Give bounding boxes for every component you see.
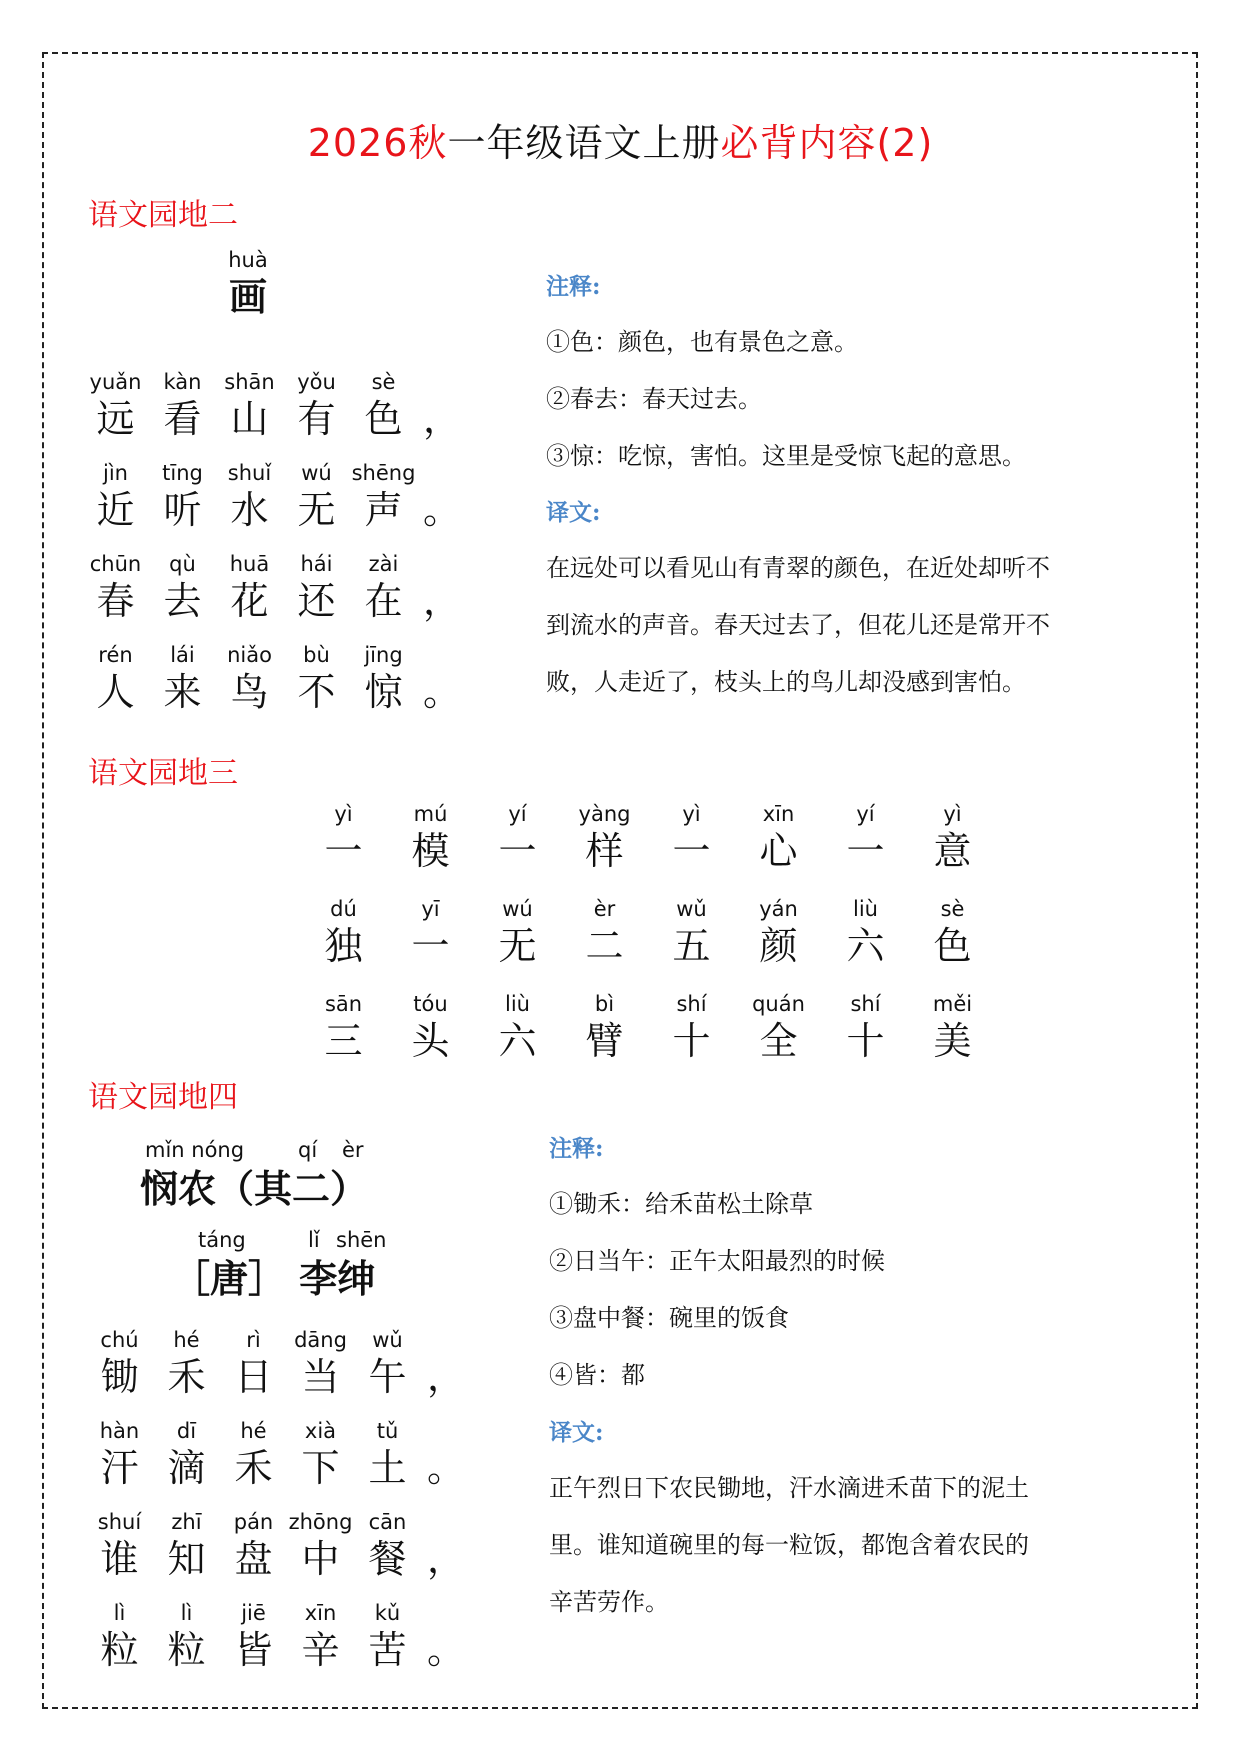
translation-line: 里。谁知道碗里的每一粒饭，都饱含着农民的 bbox=[549, 1531, 1029, 1559]
poem-author bbox=[172, 1228, 412, 1308]
pinyin: sān bbox=[324, 992, 363, 1016]
idiom-char bbox=[909, 800, 996, 874]
page-title bbox=[0, 112, 1241, 167]
hanzi: 模 bbox=[411, 829, 450, 873]
hanzi: 土 bbox=[368, 1446, 407, 1490]
pinyin: quán bbox=[752, 992, 805, 1016]
idiom-char bbox=[561, 895, 648, 969]
poem-char bbox=[149, 641, 216, 715]
pinyin: wú bbox=[502, 897, 533, 921]
hanzi: 一 bbox=[324, 829, 363, 873]
idiom-char bbox=[735, 990, 822, 1064]
hanzi: 独 bbox=[324, 924, 363, 968]
hanzi: 在 bbox=[364, 579, 403, 623]
pinyin: měi bbox=[932, 992, 973, 1016]
hanzi: 不 bbox=[297, 670, 336, 714]
hanzi: 人 bbox=[96, 670, 135, 714]
hanzi: 苦 bbox=[368, 1628, 407, 1672]
poem-char bbox=[86, 1508, 153, 1582]
poem-title-pinyin: èr bbox=[342, 1138, 364, 1162]
hanzi: 谁 bbox=[100, 1537, 139, 1581]
poem-char bbox=[220, 1326, 287, 1400]
poem-title-pinyin: mǐn nóng bbox=[145, 1138, 245, 1162]
idiom-char bbox=[735, 800, 822, 874]
pinyin: zài bbox=[368, 552, 399, 576]
hanzi: 无 bbox=[498, 924, 537, 968]
hanzi: 意 bbox=[933, 829, 972, 873]
punctuation: 。 bbox=[426, 1446, 465, 1490]
poem-char bbox=[153, 1599, 220, 1673]
poem-char bbox=[216, 641, 283, 715]
hanzi: 当 bbox=[301, 1355, 340, 1399]
pinyin: xīn bbox=[304, 1601, 337, 1625]
pinyin: yì bbox=[682, 802, 701, 826]
idiom-char bbox=[474, 990, 561, 1064]
idiom-char bbox=[387, 800, 474, 874]
title-year: 2026秋 bbox=[307, 121, 448, 165]
pinyin: dāng bbox=[294, 1328, 347, 1352]
poem-char bbox=[86, 1326, 153, 1400]
idiom-char bbox=[387, 990, 474, 1064]
poem-char bbox=[287, 1417, 354, 1491]
pinyin: xià bbox=[304, 1419, 337, 1443]
punctuation: 。 bbox=[426, 1628, 465, 1672]
hanzi: 五 bbox=[672, 924, 711, 968]
pinyin: yǒu bbox=[297, 370, 336, 394]
hanzi: 辛 bbox=[301, 1628, 340, 1672]
hanzi: 花 bbox=[230, 579, 269, 623]
pinyin: yí bbox=[856, 802, 875, 826]
pinyin: dú bbox=[330, 897, 357, 921]
idiom-char bbox=[561, 800, 648, 874]
poem-line bbox=[82, 459, 467, 533]
pinyin: huā bbox=[229, 552, 270, 576]
title-grade: 一年级语文上册 bbox=[447, 121, 721, 165]
hanzi: 近 bbox=[96, 488, 135, 532]
author-pinyin: lǐ bbox=[308, 1228, 320, 1252]
poem-char bbox=[283, 550, 350, 624]
poem-char bbox=[220, 1599, 287, 1673]
hanzi: 头 bbox=[411, 1019, 450, 1063]
poem-char bbox=[287, 1508, 354, 1582]
pinyin: shuǐ bbox=[227, 461, 272, 485]
pinyin: yì bbox=[334, 802, 353, 826]
pinyin: tīng bbox=[162, 461, 203, 485]
hanzi: 水 bbox=[230, 488, 269, 532]
idiom-char bbox=[300, 800, 387, 874]
pinyin: liù bbox=[505, 992, 530, 1016]
hanzi: 无 bbox=[297, 488, 336, 532]
pinyin: bù bbox=[303, 643, 330, 667]
poem-char bbox=[283, 368, 350, 442]
hanzi: 日 bbox=[234, 1355, 273, 1399]
translation-line: 正午烈日下农民锄地，汗水滴进禾苗下的泥土 bbox=[549, 1474, 1029, 1502]
hanzi: 春 bbox=[96, 579, 135, 623]
note-item: ③盘中餐：碗里的饭食 bbox=[549, 1304, 789, 1332]
poem-line bbox=[82, 368, 467, 442]
poem-char bbox=[350, 641, 417, 715]
poem-char bbox=[216, 368, 283, 442]
hanzi: 三 bbox=[324, 1019, 363, 1063]
hanzi: 看 bbox=[163, 397, 202, 441]
idiom-char bbox=[822, 990, 909, 1064]
pinyin: sè bbox=[940, 897, 965, 921]
poem-char bbox=[283, 459, 350, 533]
pinyin: kǔ bbox=[374, 1601, 401, 1625]
idiom-char bbox=[648, 800, 735, 874]
idiom-row bbox=[300, 895, 996, 969]
pinyin: pán bbox=[233, 1510, 274, 1534]
pinyin: shēng bbox=[351, 461, 416, 485]
hanzi: 知 bbox=[167, 1537, 206, 1581]
hanzi: 来 bbox=[163, 670, 202, 714]
poem-title-text: 悯农（其二） bbox=[140, 1166, 369, 1211]
pinyin: wú bbox=[301, 461, 332, 485]
pinyin: wǔ bbox=[676, 897, 707, 921]
pinyin: lì bbox=[113, 1601, 126, 1625]
pinyin: hàn bbox=[99, 1419, 140, 1443]
poem-char bbox=[220, 1508, 287, 1582]
idiom-char bbox=[561, 990, 648, 1064]
poem-char bbox=[216, 459, 283, 533]
pinyin: jìn bbox=[103, 461, 128, 485]
pinyin: èr bbox=[593, 897, 616, 921]
pinyin: chūn bbox=[89, 552, 142, 576]
hanzi: 粒 bbox=[167, 1628, 206, 1672]
hanzi: 样 bbox=[585, 829, 624, 873]
poem-title-text: 画 bbox=[228, 274, 267, 319]
hanzi: 六 bbox=[846, 924, 885, 968]
hanzi: 还 bbox=[297, 579, 336, 623]
pinyin: xīn bbox=[762, 802, 795, 826]
hanzi: 锄 bbox=[100, 1355, 139, 1399]
pinyin: yàng bbox=[578, 802, 631, 826]
poem-char bbox=[82, 459, 149, 533]
pinyin: yī bbox=[421, 897, 440, 921]
punctuation: 。 bbox=[422, 488, 461, 532]
pinyin: niǎo bbox=[227, 643, 272, 667]
idiom-char bbox=[387, 895, 474, 969]
author-text: ［唐］ 李绅 bbox=[172, 1256, 376, 1301]
poem-char bbox=[283, 641, 350, 715]
poem-char bbox=[220, 1417, 287, 1491]
hanzi: 去 bbox=[163, 579, 202, 623]
note-item: ③惊：吃惊，害怕。这里是受惊飞起的意思。 bbox=[546, 442, 1026, 470]
hanzi: 一 bbox=[498, 829, 537, 873]
hanzi: 有 bbox=[297, 397, 336, 441]
note-item: ①锄禾：给禾苗松土除草 bbox=[549, 1190, 813, 1218]
idiom-char bbox=[909, 990, 996, 1064]
note-item: ①色：颜色，也有景色之意。 bbox=[546, 328, 858, 356]
idiom-char bbox=[648, 990, 735, 1064]
idiom-char bbox=[648, 895, 735, 969]
hanzi: 中 bbox=[301, 1537, 340, 1581]
poem-char bbox=[287, 1599, 354, 1673]
poem-char bbox=[287, 1326, 354, 1400]
pinyin: tóu bbox=[413, 992, 448, 1016]
notes-heading-2: 注释: bbox=[546, 273, 601, 300]
notes-heading-4: 注释: bbox=[549, 1135, 604, 1162]
pinyin: tǔ bbox=[376, 1419, 399, 1443]
punctuation: ， bbox=[426, 1537, 465, 1581]
translation-line: 辛苦劳作。 bbox=[549, 1588, 669, 1616]
hanzi: 鸟 bbox=[230, 670, 269, 714]
poem-char bbox=[153, 1508, 220, 1582]
pinyin: rén bbox=[98, 643, 133, 667]
pinyin: hái bbox=[300, 552, 333, 576]
pinyin: rì bbox=[246, 1328, 261, 1352]
pinyin: shān bbox=[224, 370, 275, 394]
hanzi: 餐 bbox=[368, 1537, 407, 1581]
author-pinyin: shēn bbox=[336, 1228, 387, 1252]
hanzi: 声 bbox=[364, 488, 403, 532]
poem-title-pinyin: qí bbox=[298, 1138, 318, 1162]
poem-char bbox=[354, 1417, 421, 1491]
pinyin: jīng bbox=[364, 643, 403, 667]
translation-heading-4: 译文: bbox=[549, 1419, 604, 1446]
punctuation: ， bbox=[426, 1355, 465, 1399]
hanzi: 十 bbox=[846, 1019, 885, 1063]
hanzi: 一 bbox=[672, 829, 711, 873]
author-pinyin: táng bbox=[198, 1228, 246, 1252]
idiom-row bbox=[300, 990, 996, 1064]
poem-title-pinyin: huà bbox=[228, 248, 268, 272]
pinyin: zhī bbox=[171, 1510, 202, 1534]
poem-line bbox=[86, 1508, 471, 1582]
pinyin: zhōng bbox=[288, 1510, 353, 1534]
hanzi: 滴 bbox=[167, 1446, 206, 1490]
hanzi: 色 bbox=[364, 397, 403, 441]
poem-title-hua bbox=[218, 246, 278, 320]
poem-char bbox=[149, 459, 216, 533]
poem-char bbox=[82, 368, 149, 442]
poem-char bbox=[82, 550, 149, 624]
hanzi: 一 bbox=[846, 829, 885, 873]
pinyin: kàn bbox=[163, 370, 202, 394]
pinyin: shí bbox=[850, 992, 881, 1016]
idiom-char bbox=[909, 895, 996, 969]
pinyin: hé bbox=[240, 1419, 267, 1443]
translation-heading-2: 译文: bbox=[546, 499, 601, 526]
poem-char bbox=[153, 1326, 220, 1400]
poem-char bbox=[86, 1417, 153, 1491]
translation-line: 到流水的声音。春天过去了，但花儿还是常开不 bbox=[546, 611, 1050, 639]
hanzi: 盘 bbox=[234, 1537, 273, 1581]
hanzi: 汗 bbox=[100, 1446, 139, 1490]
poem-char bbox=[354, 1326, 421, 1400]
pinyin: mú bbox=[413, 802, 448, 826]
translation-line: 败，人走近了，枝头上的鸟儿却没感到害怕。 bbox=[546, 668, 1026, 696]
hanzi: 二 bbox=[585, 924, 624, 968]
poem-char bbox=[149, 550, 216, 624]
poem-char bbox=[350, 459, 417, 533]
pinyin: yuǎn bbox=[89, 370, 142, 394]
pinyin: yí bbox=[508, 802, 527, 826]
poem-line bbox=[86, 1417, 471, 1491]
pinyin: shí bbox=[676, 992, 707, 1016]
punctuation: ， bbox=[422, 397, 461, 441]
title-must-recite: 必背内容(2) bbox=[720, 121, 934, 165]
poem-char bbox=[82, 641, 149, 715]
hanzi: 远 bbox=[96, 397, 135, 441]
section-heading-3: 语文园地三 bbox=[88, 756, 238, 791]
pinyin: cān bbox=[368, 1510, 407, 1534]
poem-title-minnong bbox=[140, 1138, 420, 1218]
pinyin: hé bbox=[173, 1328, 200, 1352]
idiom-char bbox=[822, 800, 909, 874]
note-item: ②春去：春天过去。 bbox=[546, 385, 762, 413]
idiom-char bbox=[474, 800, 561, 874]
pinyin: yán bbox=[759, 897, 798, 921]
idiom-char bbox=[300, 990, 387, 1064]
note-item: ④皆：都 bbox=[549, 1361, 645, 1389]
hanzi: 颜 bbox=[759, 924, 798, 968]
hanzi: 六 bbox=[498, 1019, 537, 1063]
pinyin: bì bbox=[594, 992, 615, 1016]
pinyin: dī bbox=[176, 1419, 197, 1443]
hanzi: 下 bbox=[301, 1446, 340, 1490]
pinyin: sè bbox=[371, 370, 396, 394]
pinyin: liù bbox=[853, 897, 878, 921]
hanzi: 全 bbox=[759, 1019, 798, 1063]
punctuation: 。 bbox=[422, 670, 461, 714]
pinyin: lì bbox=[180, 1601, 193, 1625]
translation-line: 在远处可以看见山有青翠的颜色，在近处却听不 bbox=[546, 554, 1050, 582]
poem-char bbox=[354, 1508, 421, 1582]
section-heading-2: 语文园地二 bbox=[88, 198, 238, 233]
poem-line bbox=[86, 1599, 471, 1673]
idiom-char bbox=[822, 895, 909, 969]
poem-char bbox=[350, 368, 417, 442]
hanzi: 山 bbox=[230, 397, 269, 441]
pinyin: qù bbox=[169, 552, 196, 576]
hanzi: 午 bbox=[368, 1355, 407, 1399]
poem-char bbox=[354, 1599, 421, 1673]
hanzi: 粒 bbox=[100, 1628, 139, 1672]
hanzi: 听 bbox=[163, 488, 202, 532]
pinyin: shuí bbox=[97, 1510, 142, 1534]
pinyin: chú bbox=[100, 1328, 139, 1352]
poem-line bbox=[82, 550, 467, 624]
poem-char bbox=[153, 1417, 220, 1491]
note-item: ②日当午：正午太阳最烈的时候 bbox=[549, 1247, 885, 1275]
idiom-char bbox=[474, 895, 561, 969]
hanzi: 禾 bbox=[167, 1355, 206, 1399]
hanzi: 惊 bbox=[364, 670, 403, 714]
idiom-char bbox=[735, 895, 822, 969]
hanzi: 一 bbox=[411, 924, 450, 968]
hanzi: 皆 bbox=[234, 1628, 273, 1672]
hanzi: 十 bbox=[672, 1019, 711, 1063]
punctuation: ， bbox=[422, 579, 461, 623]
poem-line bbox=[86, 1326, 471, 1400]
pinyin: wǔ bbox=[372, 1328, 403, 1352]
section-heading-4: 语文园地四 bbox=[88, 1080, 238, 1115]
poem-char bbox=[350, 550, 417, 624]
pinyin: lái bbox=[170, 643, 195, 667]
hanzi: 色 bbox=[933, 924, 972, 968]
pinyin: yì bbox=[943, 802, 962, 826]
hanzi: 心 bbox=[759, 829, 798, 873]
poem-char bbox=[86, 1599, 153, 1673]
idiom-row bbox=[300, 800, 996, 874]
idiom-char bbox=[300, 895, 387, 969]
hanzi: 臂 bbox=[585, 1019, 624, 1063]
pinyin: jiē bbox=[241, 1601, 266, 1625]
hanzi: 禾 bbox=[234, 1446, 273, 1490]
poem-char bbox=[149, 368, 216, 442]
poem-line bbox=[82, 641, 467, 715]
poem-char bbox=[216, 550, 283, 624]
hanzi: 美 bbox=[933, 1019, 972, 1063]
